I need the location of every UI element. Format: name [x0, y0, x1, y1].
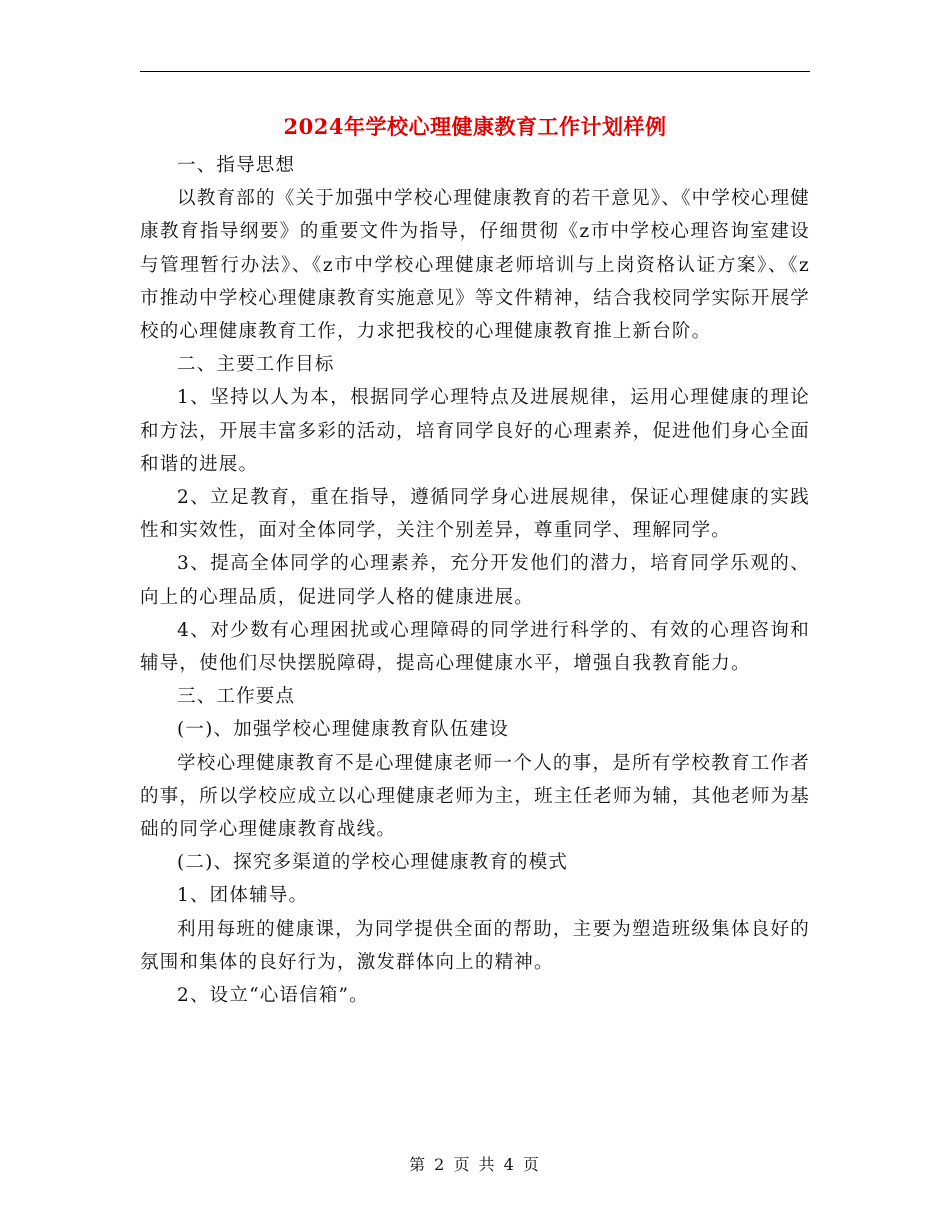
paragraph-goal-4: 4、对少数有心理困扰或心理障碍的同学进行科学的、有效的心理咨询和辅导，使他们尽快摆脱障碍，提高心理健康水平，增强自我教育能力。	[140, 619, 810, 675]
paragraph-goal-1: 1、坚持以人为本，根据同学心理特点及进展规律，运用心理健康的理论和方法，开展丰富多彩的活动，培育同学良好的心理素养，促进他们身心全面和谐的进展。	[140, 387, 810, 475]
page-footer: 第 2 页 共 4 页	[409, 1155, 541, 1174]
paragraph-guiding-ideology: 以教育部的《关于加强中学校心理健康教育的若干意见》、《中学校心理健康教育指导纲要》的重要文件为指导，仔细贯彻《z市中学校心理咨询室建设与管理暂行办法》、《z市中学校心理健康老师培训与上岗资格认证方案》、《z市推动中学校心理健康教育实施意见》等文件精神，结合我校同学实际开展学校的心理健康教育工作，力求把我校的心理健康教育推上新台阶。	[140, 188, 810, 343]
paragraph-group-counseling: 利用每班的健康课，为同学提供全面的帮助，主要为塑造班级集体良好的氛围和集体的良好行为，激发群体向上的精神。	[140, 918, 810, 973]
document-body	[140, 149, 810, 1012]
section-heading-main-goals: 二、主要工作目标	[177, 354, 335, 376]
subsection-heading-multi-channel: (二)、探究多渠道的学校心理健康教育的模式	[177, 852, 569, 874]
subsection-heading-team-building: (一)、加强学校心理健康教育队伍建设	[177, 719, 510, 741]
item-group-counseling: 1、团体辅导。	[177, 885, 309, 907]
paragraph-goal-3: 3、提高全体同学的心理素养，充分开发他们的潜力，培育同学乐观的、向上的心理品质，促进同学人格的健康进展。	[140, 553, 810, 608]
item-mailbox: 2、设立“心语信箱”。	[177, 985, 369, 1007]
document-title: 2024年学校心理健康教育工作计划样例	[283, 114, 667, 139]
section-heading-work-points: 三、工作要点	[177, 686, 296, 708]
section-heading-guiding-ideology: 一、指导思想	[177, 155, 296, 176]
paragraph-team-building: 学校心理健康教育不是心理健康老师一个人的事，是所有学校教育工作者的事，所以学校应成立以心理健康老师为主，班主任老师为辅，其他老师为基础的同学心理健康教育战线。	[140, 752, 810, 841]
paragraph-goal-2: 2、立足教育，重在指导，遵循同学身心进展规律，保证心理健康的实践性和实效性，面对全体同学，关注个别差异，尊重同学、理解同学。	[140, 487, 810, 542]
header-rule	[140, 71, 810, 72]
